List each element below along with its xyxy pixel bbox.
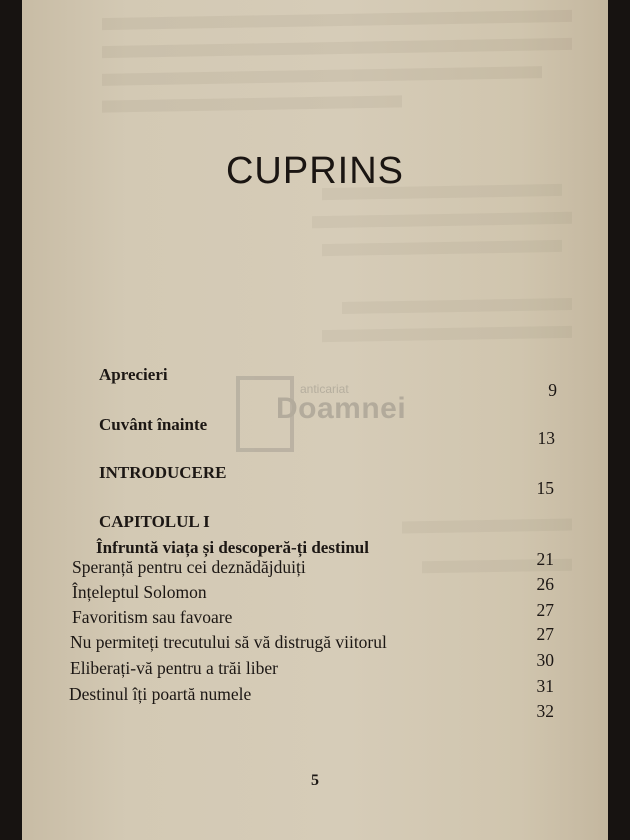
toc-page-aprecieri: 9: [548, 380, 557, 400]
bleed-through-line: [322, 240, 562, 256]
bleed-through-line: [312, 212, 572, 229]
watermark-logo: [236, 376, 436, 466]
toc-section: Speranță pentru cei deznădăjduiți: [72, 557, 306, 577]
bleed-through-line: [102, 95, 402, 112]
toc-entry-introducere: INTRODUCERE: [99, 463, 227, 482]
toc-chapter-subtitle: Înfruntă viața și descoperă-ți destinul: [96, 538, 369, 557]
bleed-through-line: [102, 10, 572, 30]
book-page: [22, 0, 608, 840]
toc-entry-cuvant-inainte: Cuvânt înainte: [99, 415, 208, 434]
page-title: CUPRINS: [225, 150, 405, 192]
toc-page-cuvant-inainte: 13: [537, 428, 555, 448]
page-number: 5: [311, 772, 319, 789]
toc-section-page: 30: [536, 650, 554, 670]
watermark-name: Doamnei: [276, 392, 407, 425]
toc-section: Favoritism sau favoare: [72, 607, 233, 627]
toc-section-page: 27: [536, 600, 554, 620]
toc-section: Destinul îți poartă numele: [69, 684, 252, 704]
toc-page-chapter: 21: [536, 549, 554, 569]
toc-section-page: 32: [536, 701, 554, 721]
toc-section-page: 26: [536, 574, 554, 594]
toc-section-page: 27: [536, 624, 554, 644]
toc-section: Eliberați-vă pentru a trăi liber: [70, 658, 278, 678]
bleed-through-line: [102, 38, 572, 58]
bleed-through-line: [402, 519, 572, 534]
toc-section: Nu permiteți trecutului să vă distrugă viitorul: [70, 632, 387, 652]
bleed-through-line: [102, 66, 542, 86]
bleed-through-line: [322, 326, 572, 342]
toc-chapter-heading: CAPITOLUL I: [99, 512, 210, 531]
toc-page-introducere: 15: [536, 478, 554, 498]
bleed-through-line: [342, 298, 572, 314]
toc-section: Înțeleptul Solomon: [72, 582, 207, 602]
toc-entry-aprecieri: Aprecieri: [99, 365, 168, 384]
watermark-tagline: anticariat: [300, 382, 349, 396]
toc-section-page: 31: [536, 676, 554, 696]
